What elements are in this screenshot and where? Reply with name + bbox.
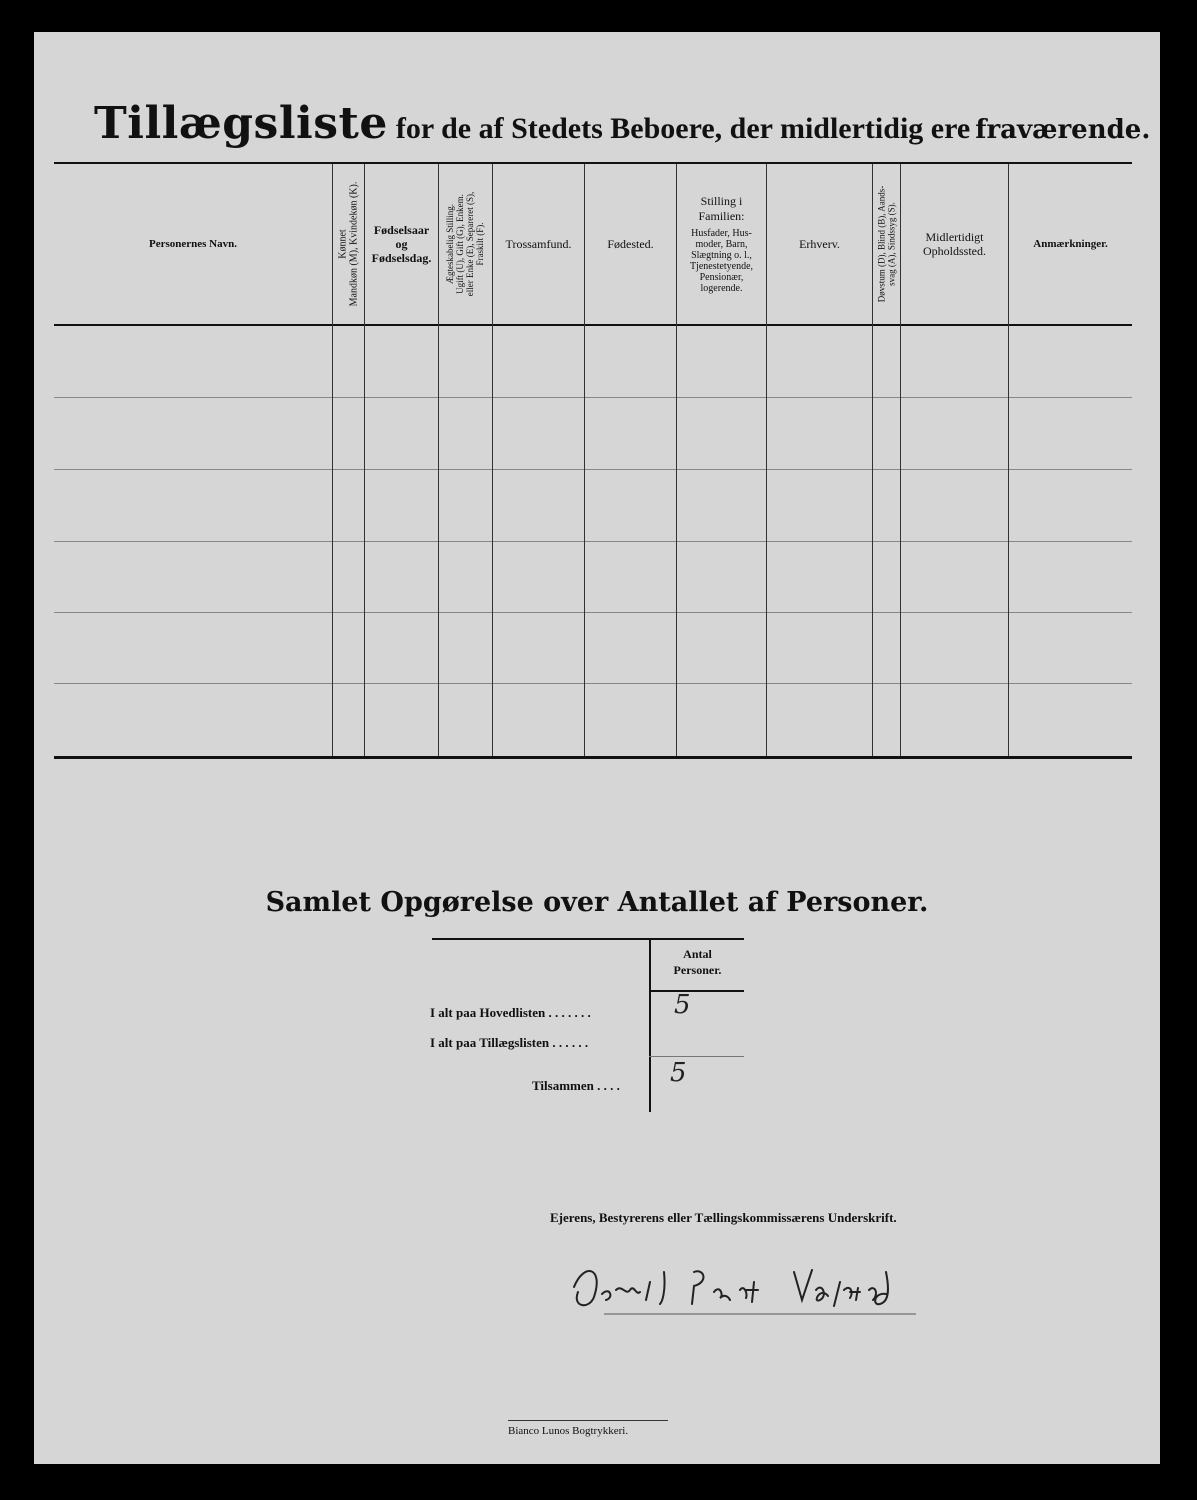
header-egteskab-text: Ægteskabelig Stilling. Ugift (U), Gift (G), Enkem. eller Enke (E), Separeret (S), Fraskilt (F). [445, 191, 486, 297]
summary-row-hovedlisten: I alt paa Hovedlisten . . . . . . . [430, 1005, 591, 1020]
header-stilling-title: Stilling i Familien: [698, 194, 745, 223]
summary-column-header: Antal Personer. [673, 947, 722, 977]
summary-header-rule [649, 990, 744, 992]
summary-value-tilsammen: 5 [670, 1058, 687, 1088]
header-name: Personernes Navn. [149, 238, 237, 250]
printer-rule [508, 1420, 668, 1421]
title-main: Tillægsliste [94, 98, 388, 149]
header-fodselsaar: Fødselsaar og Fødselsdag. [371, 223, 432, 265]
title-emph: fraværende. [975, 115, 1151, 145]
header-anmerkninger: Anmærkninger. [1033, 238, 1108, 250]
row-divider [54, 612, 1132, 613]
header-trossamfund: Trossamfund. [505, 237, 572, 251]
row-divider [54, 397, 1132, 398]
summary-row-tillaegslisten: I alt paa Tillægslisten . . . . . . [430, 1035, 589, 1050]
header-stilling-desc: Husfader, Hus- moder, Barn, Slægtning o. l., Tjenestetyende, Pensionær, logerende. [689, 228, 754, 294]
header-separator [54, 324, 1132, 326]
row-divider [54, 541, 1132, 542]
summary-row-tilsammen: Tilsammen . . . . [532, 1078, 620, 1093]
row-divider [54, 469, 1132, 470]
handwritten-signature [564, 1252, 924, 1332]
summary-top-rule [432, 938, 744, 940]
title-rest: for de af Stedets Beboere, der midlertidig ere [395, 112, 971, 145]
header-stilling [677, 164, 766, 324]
census-form-page [34, 32, 1160, 1464]
header-opholdssted: Midlertidigt Opholdssted. [923, 230, 986, 258]
summary-title: Samlet Opgørelse over Antallet af Personer. [265, 887, 929, 918]
header-erhverv: Erhverv. [799, 237, 840, 251]
header-egteskab [439, 164, 492, 324]
header-kjonn [333, 164, 364, 324]
row-divider [54, 683, 1132, 684]
header-kjonn-text: Kønnet Mandkøn (M), Kvindekøn (K). [337, 181, 360, 307]
header-fodested: Fødested. [607, 237, 654, 251]
form-title [94, 98, 1150, 149]
header-dovstum [873, 164, 900, 324]
header-dovstum-text: Døvstum (D), Blind (B), Aands- svag (A), Sindssyg (S). [876, 185, 897, 303]
absent-residents-table [54, 162, 1132, 759]
printer-imprint: Bianco Lunos Bogtrykkeri. [508, 1425, 629, 1437]
signature-caption: Ejerens, Bestyrerens eller Tællingskommissærens Underskrift. [550, 1210, 897, 1225]
signature-strokes [564, 1252, 924, 1332]
summary-total-rule [649, 1056, 744, 1057]
summary-value-hovedlisten: 5 [674, 990, 691, 1020]
